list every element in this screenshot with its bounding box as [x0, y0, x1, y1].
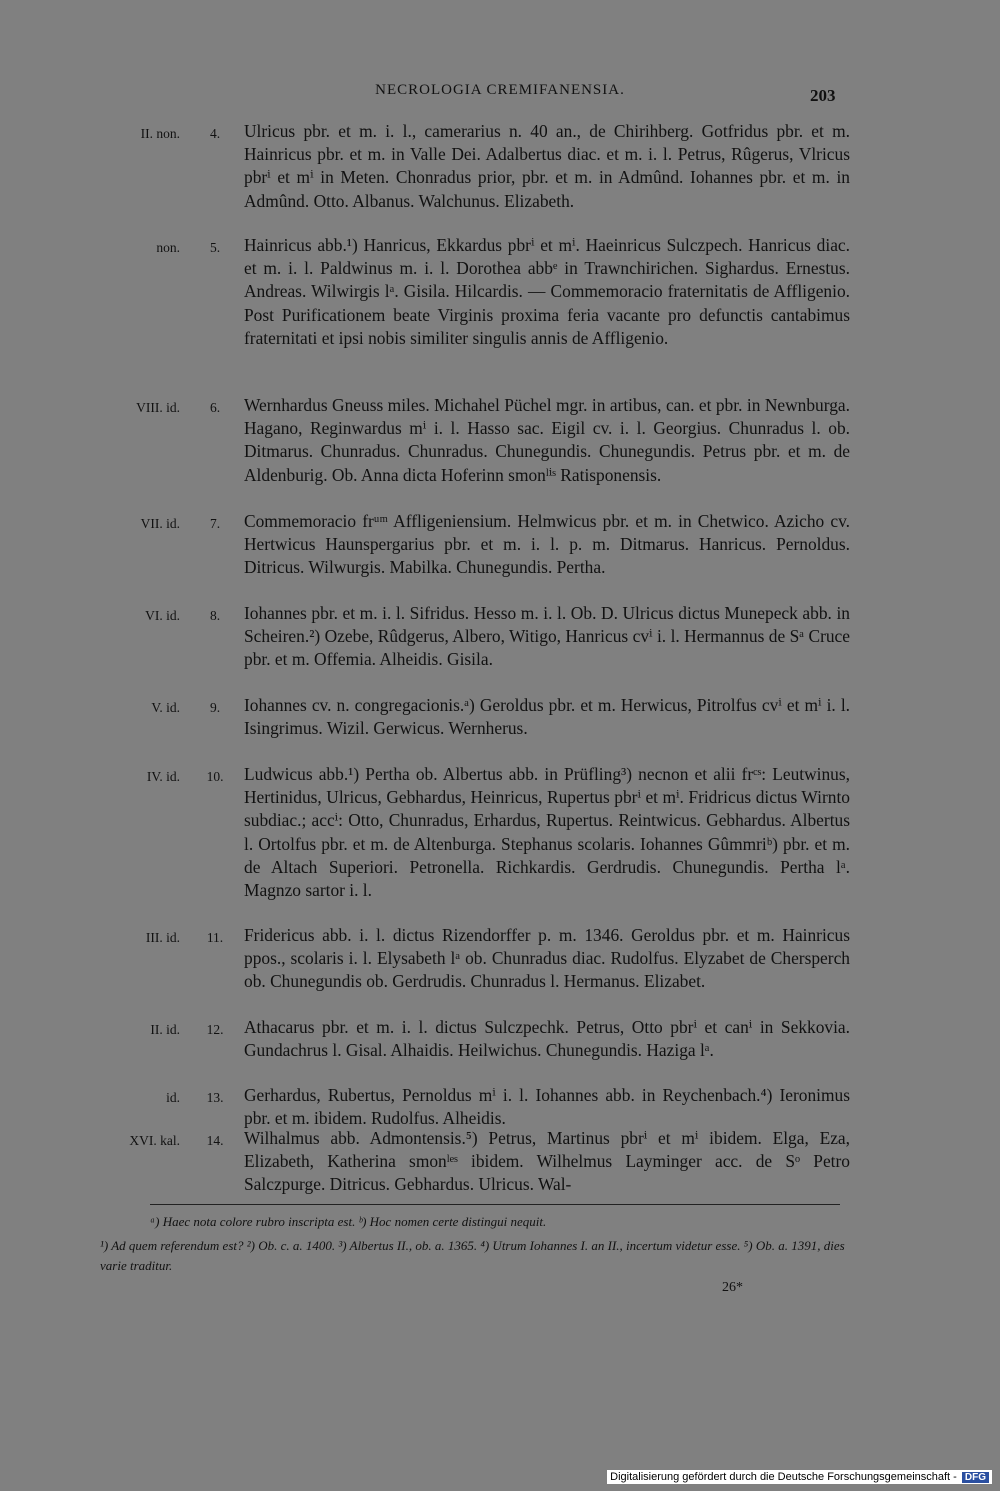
footnote-alpha: ᵃ) Haec nota colore rubro inscripta est. ᵇ) Hoc nomen certe distingui nequit.: [150, 1214, 547, 1229]
signature-mark: 26*: [722, 1280, 743, 1295]
entry-date: V. id.: [151, 700, 180, 715]
entry-date: XVI. kal.: [129, 1133, 180, 1148]
entry-number: 7.: [209, 516, 221, 531]
entry-number: 4.: [209, 126, 221, 141]
entry-number: 14.: [206, 1133, 224, 1148]
entry-text: Iohannes pbr. et m. i. l. Sifridus. Hesso m. i. l. Ob. D. Ulricus dictus Munepeck abb. in Scheiren.²) Ozebe, Rûdgerus, Albero, Witigo, Hanricus cvⁱ i. l. Hermannus de Sᵃ Cruce pbr. et m. Offemia. Alheidis. Gisila.: [244, 603, 850, 670]
entry-number: 5.: [209, 240, 221, 255]
entry-number: 6.: [209, 400, 221, 415]
entry-date: VIII. id.: [136, 400, 180, 415]
dfg-logo: DFG: [962, 1472, 989, 1483]
footnote-numeric: ¹) Ad quem referendum est? ²) Ob. c. a. 1400. ³) Albertus II., ob. a. 1365. ⁴) Utrum Iohannes I. an II., incertum videtur esse. ⁵) Ob. a. 1391, dies varie traditur.: [100, 1238, 845, 1273]
entry-number: 11.: [206, 930, 224, 945]
entry-date: id.: [166, 1090, 180, 1105]
entry-text: Wilhalmus abb. Admontensis.⁵) Petrus, Martinus pbrⁱ et mⁱ ibidem. Elga, Eza, Elizabeth, Katherina smonˡᵉˢ ibidem. Wilhelmus Layminger acc. de Sᵒ Petro Salczpurge. Ditricus. Gebhardus. Ulricus. Wal-: [244, 1128, 850, 1195]
entry-date: IV. id.: [146, 769, 180, 784]
entry-date: non.: [156, 240, 180, 255]
entry-number: 8.: [209, 608, 221, 623]
page-number: 203: [810, 86, 836, 105]
entry-number: 9.: [209, 700, 221, 715]
entry-number: 13.: [206, 1090, 224, 1105]
entry-date: III. id.: [145, 930, 180, 945]
footnote-rule: [150, 1204, 840, 1205]
running-header-title: NECROLOGIA CREMIFANENSIA.: [375, 82, 625, 98]
entry-date: VI. id.: [145, 608, 180, 623]
entry-text: Fridericus abb. i. l. dictus Rizendorffer p. m. 1346. Geroldus pbr. et m. Hainricus ppos., scolaris i. l. Elysabeth lᵃ ob. Chunradus diac. Rudolfus. Elyzabet de Chersperch ob. Chunegundis ob. Gerdrudis. Chunradus l. Hermanus. Elizabet.: [244, 925, 850, 992]
entry-text: Gerhardus, Rubertus, Pernoldus mⁱ i. l. Iohannes abb. in Reychenbach.⁴) Ieronimus pbr. et m. ibidem. Rudolfus. Alheidis.: [244, 1085, 850, 1129]
entry-number: 12.: [206, 1022, 224, 1037]
entry-text: Iohannes cv. n. congregacionis.ᵃ) Geroldus pbr. et m. Herwicus, Pitrolfus cvⁱ et mⁱ i. l. Isingrimus. Wizil. Gerwicus. Wernherus.: [244, 695, 850, 739]
credit-text: Digitalisierung gefördert durch die Deutsche Forschungsgemeinschaft -: [610, 1471, 957, 1483]
entry-text: Ludwicus abb.¹) Pertha ob. Albertus abb. in Prüfling³) necnon et alii frᶜˢ: Leutwinus, Hertinidus, Ulricus, Gebhardus, Heinricus, Rupertus pbrⁱ et mⁱ. Fridricus dictus Wirnto subdiac.; accⁱ: Otto, Chunradus, Erhardus, Rupertus. Reintwicus. Gebhardus. Albertus l. Ortolfus pbr. et m. de Altenburga. Stephanus scolaris. Iohannes Gûmmriᵇ) pbr. et m. de Altach Superiori. Petronella. Richkardis. Gerdrudis. Chunegundis. Pertha lᵃ. Magnzo sartor i. l.: [244, 764, 850, 901]
entry-text: Athacarus pbr. et m. i. l. dictus Sulczpechk. Petrus, Otto pbrⁱ et canⁱ in Sekkovia. Gundachrus l. Gisal. Alhaidis. Heilwichus. Chunegundis. Haziga lᵃ.: [244, 1017, 850, 1061]
entry-text: Commemoracio frᵘᵐ Affligeniensium. Helmwicus pbr. et m. in Chetwico. Azicho cv. Hertwicus Haunspergarius pbr. et m. i. l. p. m. Ditmarus. Hanricus. Pernoldus. Ditricus. Wilwurgis. Mabilka. Chunegundis. Pertha.: [244, 511, 850, 578]
digitization-credit: [607, 1470, 992, 1484]
entry-number: 10.: [206, 769, 224, 784]
entry-date: II. id.: [150, 1022, 180, 1037]
entry-date: II. non.: [140, 126, 180, 141]
entry-date: VII. id.: [140, 516, 180, 531]
entry-text: Hainricus abb.¹) Hanricus, Ekkardus pbrⁱ et mⁱ. Haeinricus Sulczpech. Hanricus diac. et m. i. l. Paldwinus m. i. l. Dorothea abbᵉ in Trawnchirichen. Sighardus. Ernestus. Andreas. Wilwirgis lᵃ. Gisila. Hilcardis. — Commemoracio fraternitatis de Affligenio. Post Purificationem beate Virginis proxima feria vacante pro defunctis cantabimus fraternitati et ipsi nobis similiter singulis annis de Affligenio.: [244, 235, 850, 348]
entry-text: Wernhardus Gneuss miles. Michahel Püchel mgr. in artibus, can. et pbr. in Newnburga. Hagano, Reginwardus mⁱ i. l. Hasso sac. Eigil cv. i. l. Georgius. Chunradus l. ob. Ditmarus. Chunradus. Chunradus. Chunegundis. Chunegundis. Petrus pbr. et m. de Aldenburig. Ob. Anna dicta Hoferinn smonˡⁱˢ Ratisponensis.: [244, 395, 850, 485]
entry-text: Ulricus pbr. et m. i. l., camerarius n. 40 an., de Chirihberg. Gotfridus pbr. et m. Hainricus pbr. et m. in Valle Dei. Adalbertus diac. et m. i. l. Petrus, Rûgerus, Vlricus pbrⁱ et mⁱ in Meten. Chonradus prior, pbr. et m. in Admûnd. Iohannes pbr. et m. in Admûnd. Otto. Albanus. Walchunus. Elizabeth.: [244, 121, 850, 211]
